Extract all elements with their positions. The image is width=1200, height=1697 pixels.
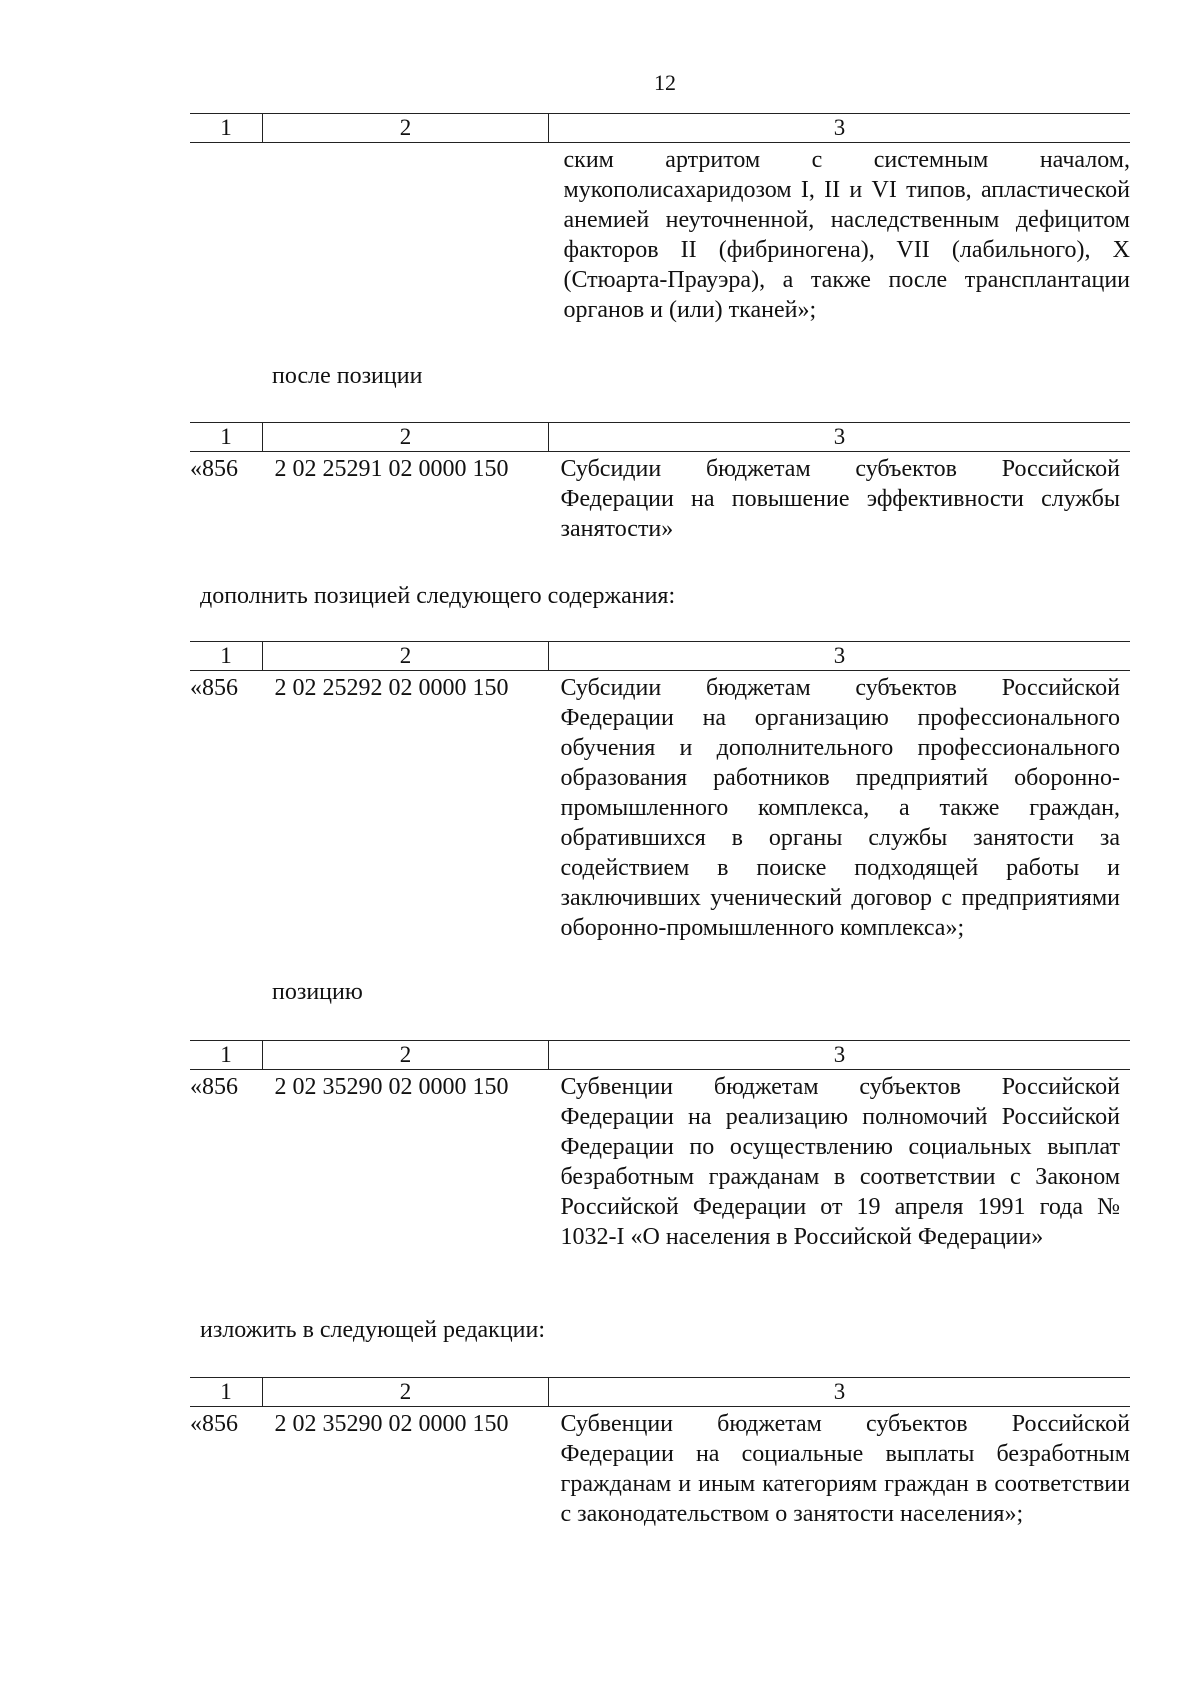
table-header-row: [190, 423, 1130, 452]
budget-code: 2 02 35290 02 0000 150: [274, 1074, 509, 1100]
position-description: ским артритом с системным началом, мукополисахаридозом I, II и VI типов, апластической анемией неуточненной, наследственным дефицитом факторов II (фибриногена), VII (лабильного), X (Стюарта-Прауэра), а также после трансплантации органов и (или) тканей»;: [563, 147, 1130, 323]
column-header-1: 1: [190, 642, 263, 671]
column-header-1: 1: [190, 423, 263, 452]
table-row: [190, 1407, 1130, 1530]
intro-text: позицию: [272, 979, 363, 1005]
column-header-1: 1: [190, 1378, 263, 1407]
table-continuation: [190, 113, 1130, 325]
position-code: «856: [190, 675, 238, 701]
column-header-2: 2: [263, 1041, 549, 1070]
column-header-3: 3: [549, 1378, 1131, 1407]
budget-code: 2 02 35290 02 0000 150: [274, 1411, 509, 1437]
column-header-2: 2: [263, 423, 549, 452]
budget-code: [263, 143, 549, 326]
column-header-1: 1: [190, 114, 263, 143]
table-revised-position: [190, 1377, 1130, 1529]
column-header-2: 2: [263, 1378, 549, 1407]
column-header-2: 2: [263, 642, 549, 671]
table-row: [190, 671, 1130, 944]
budget-code: 2 02 25292 02 0000 150: [274, 675, 509, 701]
intro-text: после позиции: [272, 363, 423, 389]
position-code: «856: [190, 1074, 238, 1100]
table-row: [190, 143, 1130, 326]
table-old-position: [190, 1040, 1130, 1252]
position-code: «856: [190, 1411, 238, 1437]
position-description: Субсидии бюджетам субъектов Российской Федерации на организацию профессионального обучения и дополнительного профессионального образования работников предприятий оборонно-промышленного комплекса, а также граждан, обратившихся в органы службы занятости за содействием в поиске подходящей работы и заключивших ученический договор с предприятиями оборонно-промышленного комплекса»;: [560, 675, 1120, 941]
position-code: [190, 143, 263, 326]
position-description: Субсидии бюджетам субъектов Российской Федерации на повышение эффективности службы занятости»: [560, 456, 1120, 542]
table-header-row: [190, 1378, 1130, 1407]
table-row: [190, 1070, 1130, 1253]
table-header-row: [190, 1041, 1130, 1070]
column-header-2: 2: [263, 114, 549, 143]
column-header-1: 1: [190, 1041, 263, 1070]
position-code: «856: [190, 456, 238, 482]
page-number: 12: [654, 70, 676, 95]
budget-code: 2 02 25291 02 0000 150: [274, 456, 509, 482]
column-header-3: 3: [549, 423, 1131, 452]
table-row: [190, 452, 1130, 545]
table-new-position: [190, 641, 1130, 943]
intro-text: изложить в следующей редакции:: [200, 1317, 546, 1343]
column-header-3: 3: [549, 642, 1131, 671]
table-after-position: [190, 422, 1130, 544]
column-header-3: 3: [549, 114, 1131, 143]
table-header-row: [190, 114, 1130, 143]
intro-text: дополнить позицией следующего содержания:: [200, 583, 676, 609]
column-header-3: 3: [549, 1041, 1131, 1070]
position-description: Субвенции бюджетам субъектов Российской Федерации на социальные выплаты безработным гражданам и иным категориям граждан в соответствии с законодательством о занятости населения»;: [560, 1411, 1130, 1527]
position-description: Субвенции бюджетам субъектов Российской Федерации на реализацию полномочий Российской Федерации по осуществлению социальных выплат безработным гражданам в соответствии с Законом Российской Федерации от 19 апреля 1991 года № 1032-I «О населения в Российской Федерации»: [560, 1074, 1120, 1250]
table-header-row: [190, 642, 1130, 671]
